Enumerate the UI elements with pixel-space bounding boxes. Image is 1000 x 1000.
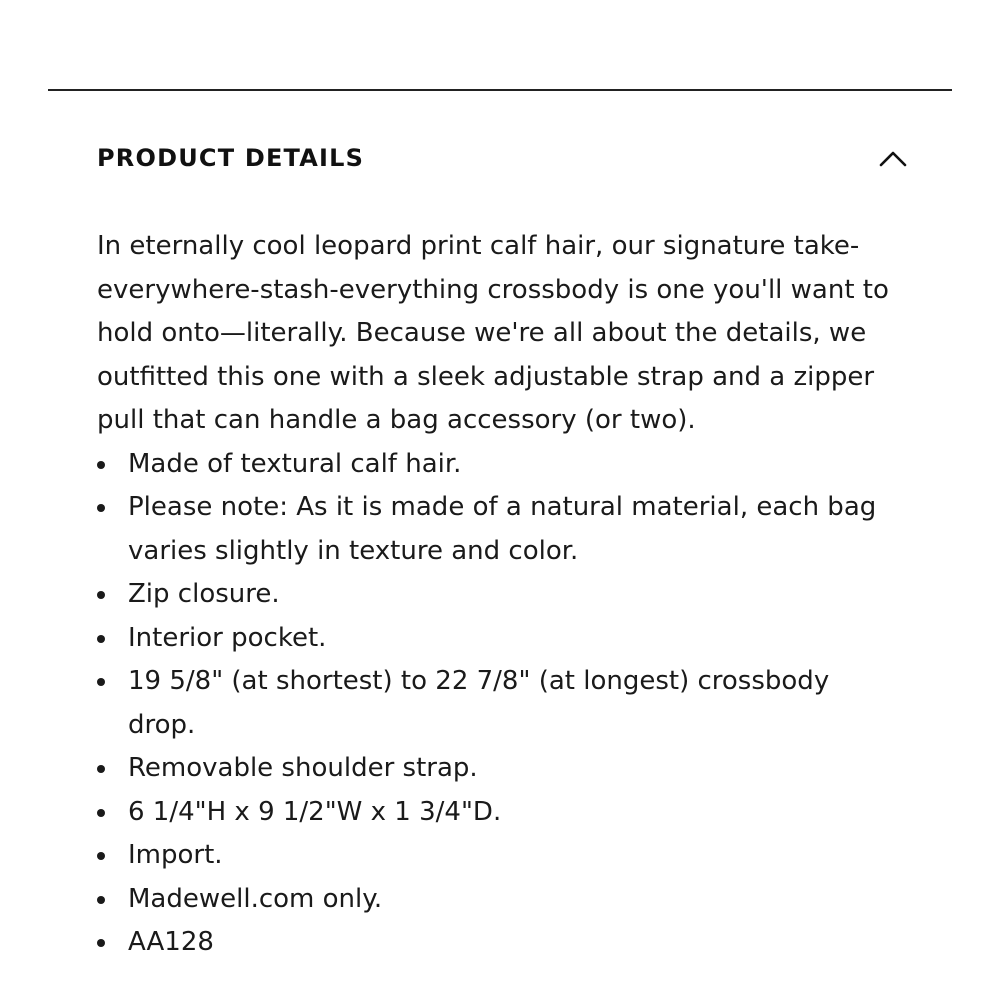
list-item: Zip closure. xyxy=(97,573,897,617)
list-item: 6 1/4"H x 9 1/2"W x 1 3/4"D. xyxy=(97,791,897,835)
product-details-accordion-header[interactable] xyxy=(97,138,909,178)
list-item: AA128 xyxy=(97,921,897,965)
chevron-up-icon[interactable] xyxy=(877,142,909,174)
list-item: Please note: As it is made of a natural material, each bag varies slightly in texture and color. xyxy=(97,486,897,573)
list-item: Made of textural calf hair. xyxy=(97,443,897,487)
list-item: Import. xyxy=(97,834,897,878)
list-item: Removable shoulder strap. xyxy=(97,747,897,791)
product-description: In eternally cool leopard print calf hair, our signature take-everywhere-stash-everything crossbody is one you'll want to hold onto—literally. Because we're all about the details, we outfitted this one with a sleek adjustable strap and a zipper pull that can handle a bag accessory (or two). xyxy=(97,231,889,435)
list-item: Interior pocket. xyxy=(97,617,897,661)
product-details-content xyxy=(97,225,897,965)
chevron-up-icon-graphic xyxy=(879,149,907,167)
product-details-list xyxy=(97,443,897,965)
section-title: PRODUCT DETAILS xyxy=(97,144,365,172)
list-item: Madewell.com only. xyxy=(97,878,897,922)
section-divider xyxy=(48,89,952,91)
list-item: 19 5/8" (at shortest) to 22 7/8" (at longest) crossbody drop. xyxy=(97,660,897,747)
